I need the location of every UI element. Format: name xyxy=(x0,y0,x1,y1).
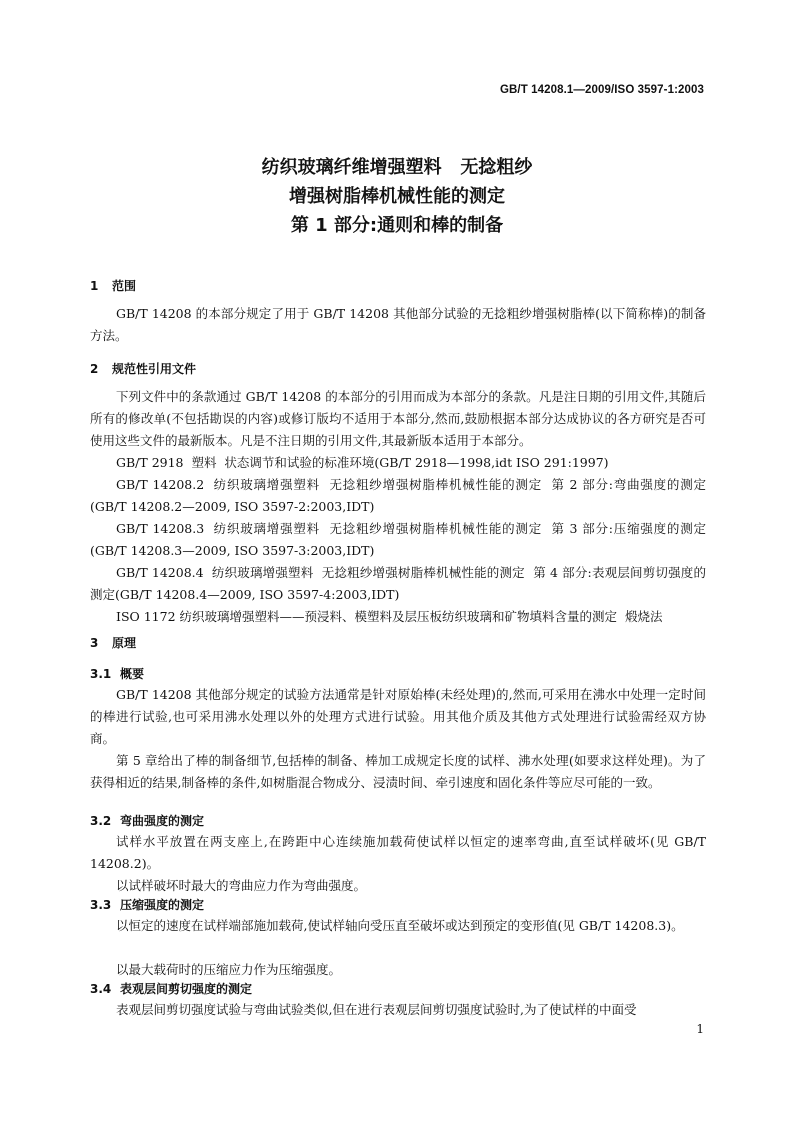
reference-item: GB/T 14208.3 纺织玻璃增强塑料 无捻粗纱增强树脂棒机械性能的测定 第 3 部分:压缩强度的测定(GB/T 14208.3—2009, ISO 3597-3:2003,IDT) xyxy=(90,521,706,558)
reference-item: GB/T 14208.4 纺织玻璃增强塑料 无捻粗纱增强树脂棒机械性能的测定 第 4 部分:表观层间剪切强度的测定(GB/T 14208.4—2009, ISO 3597-4:2003,IDT) xyxy=(90,565,706,602)
section-1-heading xyxy=(90,277,136,294)
section-3-heading xyxy=(90,634,136,651)
flexural-paragraph-2: 以试样破坏时最大的弯曲应力作为弯曲强度。 xyxy=(116,878,367,893)
subsection-3-3-heading xyxy=(90,896,204,913)
shear-paragraph-1: 表观层间剪切强度试验与弯曲试验类似,但在进行表观层间剪切强度试验时,为了使试样的中面受 xyxy=(116,1002,637,1017)
compressive-paragraph-1: 以恒定的速度在试样端部施加载荷,使试样轴向受压直至破坏或达到预定的变形值(见 GB/T 14208.3)。 xyxy=(116,918,684,933)
subsection-title: 概要 xyxy=(120,667,145,681)
reference-item: ISO 1172 纺织玻璃增强塑料——预浸料、模塑料及层压板纺织玻璃和矿物填料含量的测定 煅烧法 xyxy=(116,609,663,624)
standard-code: GB/T 14208.1—2009/ISO 3597-1:2003 xyxy=(499,84,704,96)
subsection-3-1-heading xyxy=(90,665,144,682)
section-title: 规范性引用文件 xyxy=(112,362,197,376)
subsection-number: 3.3 xyxy=(90,898,112,912)
section-title: 范围 xyxy=(112,279,137,293)
subsection-title: 弯曲强度的测定 xyxy=(120,814,205,828)
overview-paragraph-1: GB/T 14208 其他部分规定的试验方法通常是针对原始棒(未经处理)的,然而,可采用在沸水中处理一定时间的棒进行试验,也可采用沸水处理以外的处理方式进行试验。用其他介质及其他方式处理进行试验需经双方协商。 xyxy=(90,687,706,746)
subsection-3-4-heading xyxy=(90,980,252,997)
subsection-3-2-heading xyxy=(90,812,204,829)
subsection-number: 3.2 xyxy=(90,814,112,828)
section-number: 1 xyxy=(90,279,99,293)
reference-item: GB/T 2918 塑料 状态调节和试验的标准环境(GB/T 2918—1998,idt ISO 291:1997) xyxy=(116,455,609,470)
section-number: 3 xyxy=(90,636,99,650)
overview-paragraph-2: 第 5 章给出了棒的制备细节,包括棒的制备、棒加工成规定长度的试样、沸水处理(如要求这样处理)。为了获得相近的结果,制备棒的条件,如树脂混合物成分、浸渍时间、牵引速度和固化条件等应尽可能的一致。 xyxy=(90,753,706,790)
title-line-1: 纺织玻璃纤维增强塑料 无捻粗纱 xyxy=(261,157,533,178)
title-line-2: 增强树脂棒机械性能的测定 xyxy=(289,186,505,207)
section-2-heading xyxy=(90,360,196,377)
page-number: 1 xyxy=(696,1022,704,1036)
subsection-number: 3.4 xyxy=(90,982,112,996)
compressive-paragraph-2: 以最大载荷时的压缩应力作为压缩强度。 xyxy=(116,962,342,977)
section-title: 原理 xyxy=(112,636,137,650)
subsection-title: 压缩强度的测定 xyxy=(120,898,205,912)
section-number: 2 xyxy=(90,362,99,376)
scope-paragraph: GB/T 14208 的本部分规定了用于 GB/T 14208 其他部分试验的无捻粗纱增强树脂棒(以下简称棒)的制备方法。 xyxy=(90,306,706,343)
normative-references-intro: 下列文件中的条款通过 GB/T 14208 的本部分的引用而成为本部分的条款。凡是注日期的引用文件,其随后所有的修改单(不包括勘误的内容)或修订版均不适用于本部分,然而,鼓励根据本部分达成协议的各方研究是否可使用这些文件的最新版本。凡是不注日期的引用文件,其最新版本适用于本部分。 xyxy=(90,389,706,448)
reference-item: GB/T 14208.2 纺织玻璃增强塑料 无捻粗纱增强树脂棒机械性能的测定 第 2 部分:弯曲强度的测定(GB/T 14208.2—2009, ISO 3597-2:2003,IDT) xyxy=(90,477,706,514)
subsection-title: 表观层间剪切强度的测定 xyxy=(120,982,253,996)
flexural-paragraph-1: 试样水平放置在两支座上,在跨距中心连续施加载荷使试样以恒定的速率弯曲,直至试样破坏(见 GB/T 14208.2)。 xyxy=(90,834,706,871)
title-line-3: 第 1 部分:通则和棒的制备 xyxy=(290,215,504,236)
subsection-number: 3.1 xyxy=(90,667,112,681)
